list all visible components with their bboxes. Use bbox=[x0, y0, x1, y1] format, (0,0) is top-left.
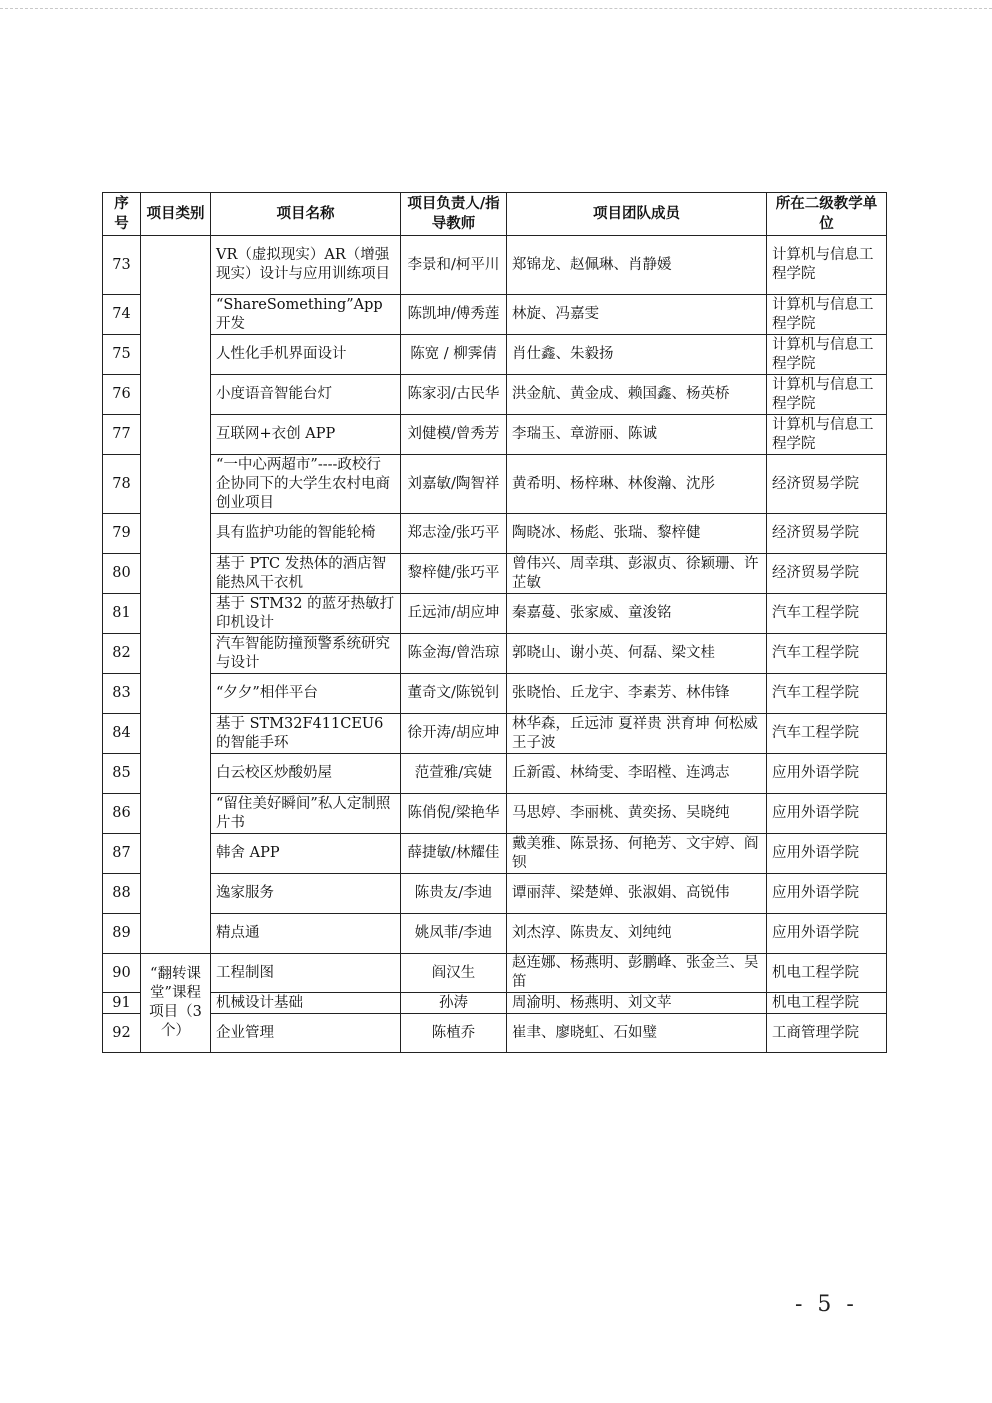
row-members: 林旋、冯嘉雯 bbox=[507, 295, 767, 335]
row-category-flipped-classroom: “翻转课堂”课程项目（3个） bbox=[141, 954, 211, 1053]
table-row bbox=[103, 954, 887, 993]
table-row bbox=[103, 914, 887, 954]
table-row bbox=[103, 714, 887, 754]
row-project-name: VR（虚拟现实）AR（增强现实）设计与应用训练项目 bbox=[211, 236, 401, 295]
row-leader: 姚凤菲/李迪 bbox=[401, 914, 507, 954]
row-project-name: 逸家服务 bbox=[211, 874, 401, 914]
row-department: 汽车工程学院 bbox=[767, 594, 887, 634]
row-seq: 87 bbox=[103, 834, 141, 874]
row-seq: 78 bbox=[103, 455, 141, 514]
row-leader: 阎汉生 bbox=[401, 954, 507, 993]
table-row bbox=[103, 754, 887, 794]
table-row bbox=[103, 295, 887, 335]
row-project-name: 机械设计基础 bbox=[211, 993, 401, 1014]
row-department: 计算机与信息工程学院 bbox=[767, 236, 887, 295]
row-project-name: 精点通 bbox=[211, 914, 401, 954]
row-project-name: 企业管理 bbox=[211, 1014, 401, 1053]
table-row bbox=[103, 834, 887, 874]
table-row bbox=[103, 415, 887, 455]
row-department: 应用外语学院 bbox=[767, 794, 887, 834]
row-members: 戴美雅、陈景扬、何艳芳、文宇婷、阎钡 bbox=[507, 834, 767, 874]
table-row bbox=[103, 455, 887, 514]
row-department: 经济贸易学院 bbox=[767, 455, 887, 514]
table-row bbox=[103, 594, 887, 634]
row-leader: 薛捷敏/林耀佳 bbox=[401, 834, 507, 874]
row-leader: 黎梓健/张巧平 bbox=[401, 554, 507, 594]
row-seq: 77 bbox=[103, 415, 141, 455]
row-seq: 82 bbox=[103, 634, 141, 674]
scan-artifact-line bbox=[0, 8, 992, 12]
row-members: 秦嘉蔓、张家威、童浚铭 bbox=[507, 594, 767, 634]
row-members: 黄希明、杨梓琳、林俊瀚、沈彤 bbox=[507, 455, 767, 514]
row-project-name: 白云校区炒酸奶屋 bbox=[211, 754, 401, 794]
row-project-name: 汽车智能防撞预警系统研究与设计 bbox=[211, 634, 401, 674]
row-leader: 陈植乔 bbox=[401, 1014, 507, 1053]
row-project-name: 具有监护功能的智能轮椅 bbox=[211, 514, 401, 554]
row-members: 崔聿、廖晓虹、石如璧 bbox=[507, 1014, 767, 1053]
row-seq: 83 bbox=[103, 674, 141, 714]
header-project-name: 项目名称 bbox=[211, 193, 401, 236]
row-department: 经济贸易学院 bbox=[767, 554, 887, 594]
row-department: 应用外语学院 bbox=[767, 874, 887, 914]
row-members: 刘杰淳、陈贵友、刘纯纯 bbox=[507, 914, 767, 954]
row-department: 应用外语学院 bbox=[767, 834, 887, 874]
row-members: 马思婷、李丽桃、黄奕扬、吴晓纯 bbox=[507, 794, 767, 834]
row-category-blank bbox=[141, 236, 211, 954]
row-leader: 李景和/柯平川 bbox=[401, 236, 507, 295]
row-seq: 76 bbox=[103, 375, 141, 415]
row-project-name: 人性化手机界面设计 bbox=[211, 335, 401, 375]
row-leader: 董奇文/陈锐钊 bbox=[401, 674, 507, 714]
row-leader: 陈凯坤/傅秀莲 bbox=[401, 295, 507, 335]
table-row bbox=[103, 335, 887, 375]
row-leader: 陈宽 / 柳霁倩 bbox=[401, 335, 507, 375]
table-row bbox=[103, 514, 887, 554]
row-department: 经济贸易学院 bbox=[767, 514, 887, 554]
row-project-name: 基于 STM32F411CEU6 的智能手环 bbox=[211, 714, 401, 754]
row-members: 洪金航、黄金成、赖国鑫、杨英桥 bbox=[507, 375, 767, 415]
row-seq: 75 bbox=[103, 335, 141, 375]
table-header-row bbox=[103, 193, 887, 236]
row-department: 机电工程学院 bbox=[767, 954, 887, 993]
row-leader: 陈家羽/古民华 bbox=[401, 375, 507, 415]
table-row bbox=[103, 794, 887, 834]
row-seq: 80 bbox=[103, 554, 141, 594]
row-seq: 91 bbox=[103, 993, 141, 1014]
table-row bbox=[103, 554, 887, 594]
row-leader: 徐开涛/胡应坤 bbox=[401, 714, 507, 754]
row-project-name: “ShareSomething”App开发 bbox=[211, 295, 401, 335]
row-seq: 74 bbox=[103, 295, 141, 335]
row-department: 应用外语学院 bbox=[767, 754, 887, 794]
header-category: 项目类别 bbox=[141, 193, 211, 236]
row-members: 张晓怡、丘龙宇、李素芳、林伟锋 bbox=[507, 674, 767, 714]
row-members: 谭丽萍、梁楚婵、张淑娟、高锐伟 bbox=[507, 874, 767, 914]
header-leader: 项目负责人/指导教师 bbox=[401, 193, 507, 236]
row-seq: 88 bbox=[103, 874, 141, 914]
row-leader: 陈金海/曾浩琼 bbox=[401, 634, 507, 674]
row-leader: 陈贵友/李迪 bbox=[401, 874, 507, 914]
row-project-name: 基于 STM32 的蓝牙热敏打印机设计 bbox=[211, 594, 401, 634]
row-seq: 86 bbox=[103, 794, 141, 834]
row-project-name: “一中心两超市”----政校行企协同下的大学生农村电商创业项目 bbox=[211, 455, 401, 514]
row-seq: 79 bbox=[103, 514, 141, 554]
row-project-name: 韩舍 APP bbox=[211, 834, 401, 874]
table-row bbox=[103, 1014, 887, 1053]
row-department: 机电工程学院 bbox=[767, 993, 887, 1014]
row-members: 曾伟兴、周幸琪、彭淑贞、徐颖珊、许芷敏 bbox=[507, 554, 767, 594]
row-project-name: 小度语音智能台灯 bbox=[211, 375, 401, 415]
row-members: 周渝明、杨燕明、刘文苹 bbox=[507, 993, 767, 1014]
row-department: 汽车工程学院 bbox=[767, 714, 887, 754]
row-members: 陶晓冰、杨彪、张瑞、黎梓健 bbox=[507, 514, 767, 554]
row-seq: 92 bbox=[103, 1014, 141, 1053]
row-department: 应用外语学院 bbox=[767, 914, 887, 954]
page-number: - 5 - bbox=[795, 1292, 858, 1317]
row-project-name: “留住美好瞬间”私人定制照片书 bbox=[211, 794, 401, 834]
row-members: 丘新霞、林绮雯、李昭樘、连鸿志 bbox=[507, 754, 767, 794]
row-members: 李瑞玉、章游丽、陈诚 bbox=[507, 415, 767, 455]
row-members: 肖仕鑫、朱毅扬 bbox=[507, 335, 767, 375]
row-members: 郭晓山、谢小英、何磊、梁文桂 bbox=[507, 634, 767, 674]
header-department: 所在二级教学单位 bbox=[767, 193, 887, 236]
row-department: 计算机与信息工程学院 bbox=[767, 415, 887, 455]
row-department: 计算机与信息工程学院 bbox=[767, 335, 887, 375]
row-department: 计算机与信息工程学院 bbox=[767, 375, 887, 415]
table-row bbox=[103, 634, 887, 674]
row-seq: 73 bbox=[103, 236, 141, 295]
row-project-name: 互联网+衣创 APP bbox=[211, 415, 401, 455]
table-row bbox=[103, 236, 887, 295]
row-leader: 郑志淦/张巧平 bbox=[401, 514, 507, 554]
row-department: 汽车工程学院 bbox=[767, 634, 887, 674]
row-project-name: “夕夕”相伴平台 bbox=[211, 674, 401, 714]
row-project-name: 基于 PTC 发热体的酒店智能热风干衣机 bbox=[211, 554, 401, 594]
row-leader: 丘远沛/胡应坤 bbox=[401, 594, 507, 634]
project-table bbox=[102, 192, 887, 1053]
header-seq: 序号 bbox=[103, 193, 141, 236]
row-members: 赵连娜、杨燕明、彭鹏峰、张金兰、吴笛 bbox=[507, 954, 767, 993]
row-members: 郑锦龙、赵佩琳、肖静媛 bbox=[507, 236, 767, 295]
table-row bbox=[103, 674, 887, 714]
row-seq: 85 bbox=[103, 754, 141, 794]
header-members: 项目团队成员 bbox=[507, 193, 767, 236]
row-leader: 刘健模/曾秀芳 bbox=[401, 415, 507, 455]
row-leader: 陈俏倪/梁艳华 bbox=[401, 794, 507, 834]
table-row bbox=[103, 993, 887, 1014]
row-leader: 刘嘉敏/陶智祥 bbox=[401, 455, 507, 514]
row-leader: 孙涛 bbox=[401, 993, 507, 1014]
row-department: 计算机与信息工程学院 bbox=[767, 295, 887, 335]
row-seq: 81 bbox=[103, 594, 141, 634]
table-row bbox=[103, 874, 887, 914]
row-seq: 90 bbox=[103, 954, 141, 993]
row-leader: 范萱雅/宾婕 bbox=[401, 754, 507, 794]
row-department: 汽车工程学院 bbox=[767, 674, 887, 714]
row-seq: 89 bbox=[103, 914, 141, 954]
row-project-name: 工程制图 bbox=[211, 954, 401, 993]
row-members: 林华森，丘远沛 夏祥贵 洪育坤 何松威 王子波 bbox=[507, 714, 767, 754]
row-seq: 84 bbox=[103, 714, 141, 754]
table-row bbox=[103, 375, 887, 415]
row-department: 工商管理学院 bbox=[767, 1014, 887, 1053]
